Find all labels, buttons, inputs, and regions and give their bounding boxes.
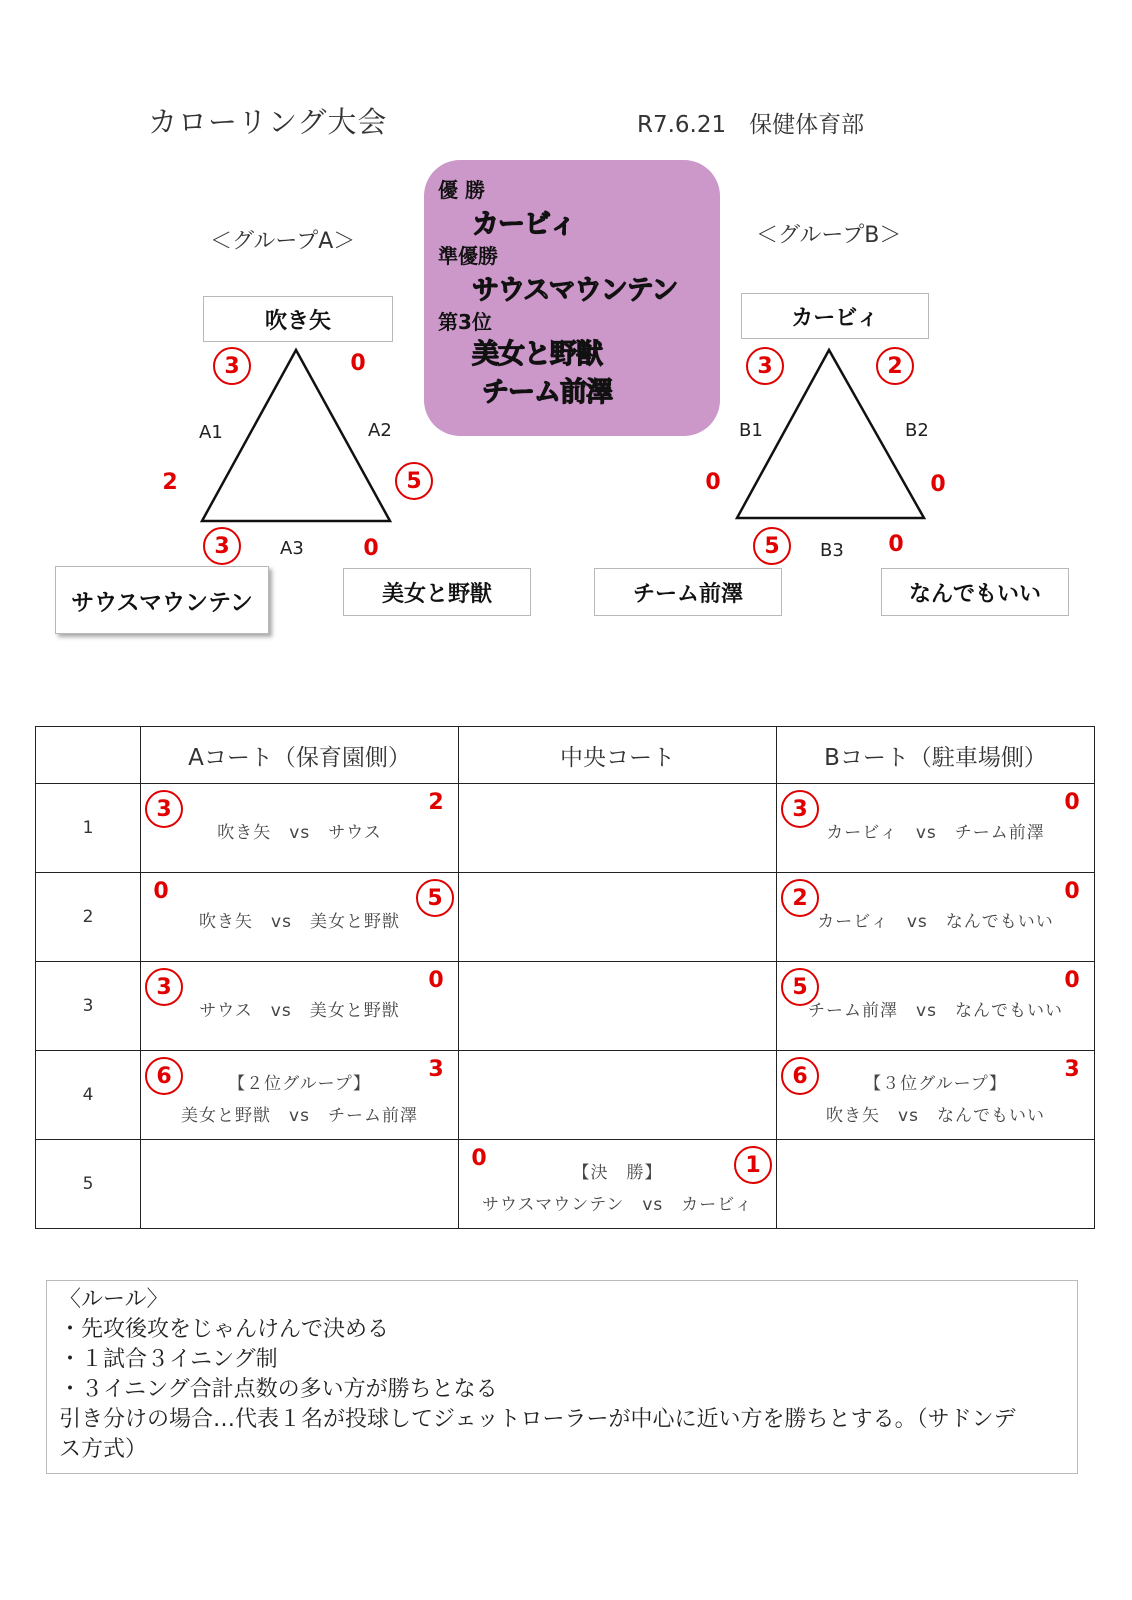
match-cell-b-court (777, 1051, 1095, 1140)
score-b-top-left: 3 (746, 347, 784, 385)
score-right: 3 (1064, 1057, 1080, 1082)
edge-label-a3: A3 (280, 538, 304, 559)
score-right: 0 (1064, 879, 1080, 904)
rules-box (46, 1280, 1078, 1474)
score-a-bottom-left: 3 (203, 527, 241, 565)
row-number: 1 (36, 784, 141, 873)
score-right: 0 (428, 968, 444, 993)
table-row (36, 962, 1095, 1051)
score-a-left-side: 2 (162, 470, 178, 495)
schedule-table (35, 726, 1095, 1229)
match-cell-b-court (777, 1140, 1095, 1229)
rule-item: ・３イニング合計点数の多い方が勝ちとなる (59, 1377, 498, 1402)
table-row (36, 784, 1095, 873)
edge-label-a2: A2 (368, 420, 392, 441)
match-cell-b-court (777, 962, 1095, 1051)
match-pairing: サウスマウンテン vs カービィ (482, 1195, 753, 1215)
score-left: 6 (145, 1057, 183, 1095)
match-cell-a-court (141, 1051, 459, 1140)
first-place-team: カービィ (472, 209, 576, 240)
score-left: 0 (471, 1146, 487, 1171)
match-group-label: 【２位グループ】 (228, 1074, 371, 1094)
group-b-right-team: なんでもいい (881, 568, 1069, 616)
score-b-top-right: 2 (876, 347, 914, 385)
table-row (36, 1051, 1095, 1140)
winners-panel (424, 160, 720, 436)
edge-label-b2: B2 (905, 420, 929, 441)
match-cell-center-court (459, 784, 777, 873)
score-left: 3 (145, 968, 183, 1006)
match-group-label: 【３位グループ】 (864, 1074, 1007, 1094)
header-cell-center-court: 中央コート (459, 727, 777, 784)
group-b-left-team: チーム前澤 (594, 568, 782, 616)
score-left: 0 (153, 879, 169, 904)
match-pairing: 吹き矢 vs なんでもいい (826, 1106, 1045, 1126)
score-a-bottom-right: 0 (363, 536, 379, 561)
score-left: 3 (781, 790, 819, 828)
score-right: 5 (416, 879, 454, 917)
score-b-bottom-right: 0 (888, 532, 904, 557)
row-number: 4 (36, 1051, 141, 1140)
row-number: 2 (36, 873, 141, 962)
third-place-team-1: 美女と野獣 (472, 339, 602, 370)
score-b-bottom-left: 5 (753, 527, 791, 565)
rules-heading: 〈ルール〉 (59, 1287, 169, 1312)
edge-label-b3: B3 (820, 540, 844, 561)
rule-item: ・先攻後攻をじゃんけんで決める (59, 1317, 390, 1342)
match-cell-a-court (141, 784, 459, 873)
edge-label-b1: B1 (739, 420, 763, 441)
third-place-label: 第3位 (438, 310, 492, 334)
group-a-label: ＜グループA＞ (210, 229, 356, 254)
group-a-left-team: サウスマウンテン (55, 566, 269, 634)
match-cell-b-court (777, 784, 1095, 873)
second-place-team: サウスマウンテン (472, 275, 678, 306)
group-b-label: ＜グループB＞ (756, 223, 902, 248)
match-cell-center-court (459, 873, 777, 962)
match-pairing: 吹き矢 vs サウス (217, 823, 382, 843)
group-b-top-team: カービィ (741, 293, 929, 339)
score-left: 3 (145, 790, 183, 828)
rule-note: 引き分けの場合…代表１名が投球してジェットローラーが中心に近い方を勝ちとする。（サドンデ (59, 1407, 1016, 1432)
edge-label-a1: A1 (199, 422, 223, 443)
second-place-label: 準優勝 (438, 244, 498, 268)
match-pairing: サウス vs 美女と野獣 (199, 1001, 400, 1021)
score-left: 5 (781, 968, 819, 1006)
row-number: 5 (36, 1140, 141, 1229)
score-left: 6 (781, 1057, 819, 1095)
header-cell-a-court: Aコート（保育園側） (141, 727, 459, 784)
schedule-header-row (36, 727, 1095, 784)
match-pairing: カービィ vs チーム前澤 (826, 823, 1045, 843)
score-left: 2 (781, 879, 819, 917)
match-cell-a-court (141, 873, 459, 962)
score-right: 0 (1064, 790, 1080, 815)
match-pairing: チーム前澤 vs なんでもいい (808, 1001, 1063, 1021)
score-a-right-side: 5 (395, 462, 433, 500)
match-cell-a-court (141, 962, 459, 1051)
match-group-label: 【決 勝】 (572, 1163, 663, 1183)
header-cell-number (36, 727, 141, 784)
match-cell-b-court (777, 873, 1095, 962)
table-row (36, 1140, 1095, 1229)
first-place-label: 優 勝 (438, 178, 485, 202)
match-pairing: カービィ vs なんでもいい (817, 912, 1054, 932)
score-right: 3 (428, 1057, 444, 1082)
header-cell-b-court: Bコート（駐車場側） (777, 727, 1095, 784)
match-cell-center-court (459, 962, 777, 1051)
date-department: R7.6.21 保健体育部 (637, 112, 865, 138)
score-right: 0 (1064, 968, 1080, 993)
match-cell-a-court (141, 1140, 459, 1229)
group-a-top-team: 吹き矢 (203, 296, 393, 342)
match-pairing: 吹き矢 vs 美女と野獣 (199, 912, 400, 932)
page-title: カローリング大会 (148, 105, 388, 139)
match-pairing: 美女と野獣 vs チーム前澤 (181, 1106, 418, 1126)
score-a-top-left: 3 (213, 347, 251, 385)
score-b-right-side: 0 (930, 472, 946, 497)
score-right: 2 (428, 790, 444, 815)
score-right: 1 (734, 1146, 772, 1184)
row-number: 3 (36, 962, 141, 1051)
score-b-left-side: 0 (705, 470, 721, 495)
rule-item: ・１試合３イニング制 (59, 1347, 278, 1372)
score-a-top-right: 0 (350, 351, 366, 376)
third-place-team-2: チーム前澤 (482, 377, 612, 408)
group-a-right-team: 美女と野獣 (343, 568, 531, 616)
match-cell-center-court (459, 1140, 777, 1229)
match-cell-center-court (459, 1051, 777, 1140)
rule-note: ス方式） (59, 1437, 148, 1462)
table-row (36, 873, 1095, 962)
